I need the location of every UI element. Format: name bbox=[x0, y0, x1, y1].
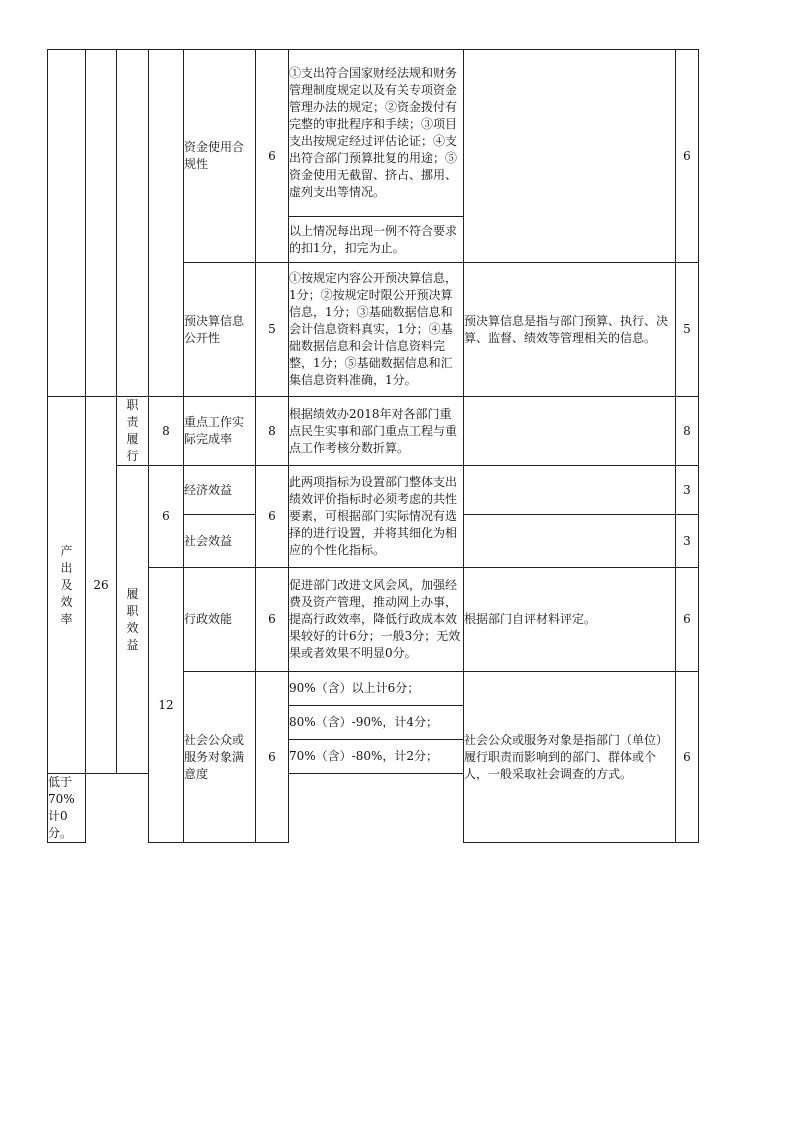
score-social: 3 bbox=[676, 515, 699, 568]
note-admin: 根据部门自评材料评定。 bbox=[464, 568, 676, 672]
weight-key-work: 8 bbox=[256, 397, 289, 466]
category-weight-output: 26 bbox=[86, 397, 117, 774]
evaluation-table bbox=[47, 49, 699, 843]
score-key-work: 8 bbox=[676, 397, 699, 466]
continued-weight-cell bbox=[86, 50, 117, 397]
standard-admin: 促进部门改进文风会风，加强经费及资产管理，推动网上办事，提高行政效率，降低行政成本效果较好的计6分；一般3分；无效果或者效果不明显0分。 bbox=[289, 568, 464, 672]
criterion-satisfaction: 社会公众或服务对象满意度 bbox=[184, 672, 256, 843]
standard-fund-use: ①支出符合国家财经法规和财务管理制度规定以及有关专项资金管理办法的规定；②资金拨付有完整的审批程序和手续；③项目支出按规定经过评估论证；④支出符合部门预算批复的用途；⑤资金使用无截留、挤占、挪用、虚列支出等情况。 bbox=[289, 50, 464, 217]
standard-key-work: 根据绩效办2018年对各部门重点民生实事和部门重点工程与重点工作考核分数折算。 bbox=[289, 397, 464, 466]
note-economic bbox=[464, 466, 676, 515]
note-social bbox=[464, 515, 676, 568]
score-satisfaction: 6 bbox=[676, 672, 699, 843]
table-row bbox=[48, 50, 699, 217]
satisfaction-level: 低于70%计0分。 bbox=[48, 774, 86, 843]
score-economic: 3 bbox=[676, 466, 699, 515]
score-budget-disclosure: 5 bbox=[676, 263, 699, 397]
continued-category-cell bbox=[48, 50, 86, 397]
standard-shared: 此两项指标为设置部门整体支出绩效评价指标时必须考虑的共性要素，可根据部门实际情况有选择的进行设置，并将其细化为相应的个性化指标。 bbox=[289, 466, 464, 568]
weight-fund-use: 6 bbox=[256, 50, 289, 263]
table-row bbox=[48, 397, 699, 466]
criterion-key-work: 重点工作实际完成率 bbox=[184, 397, 256, 466]
criterion-social: 社会效益 bbox=[184, 515, 256, 568]
note-budget-disclosure: 预决算信息是指与部门预算、执行、决算、监督、绩效等管理相关的信息。 bbox=[464, 263, 676, 397]
table-row bbox=[48, 466, 699, 515]
weight-shared: 6 bbox=[256, 466, 289, 568]
standard-budget-disclosure: ①按规定内容公开预决算信息，1分；②按规定时限公开预决算信息，1分；③基础数据信息和会计信息资料真实，1分；④基础数据信息和会计信息资料完整，1分；⑤基础数据信息和汇集信息资料准确，1分。 bbox=[289, 263, 464, 397]
category-output: 产出及效率 bbox=[48, 397, 86, 774]
deduction-fund-use: 以上情况每出现一例不符合要求的扣1分，扣完为止。 bbox=[289, 217, 464, 263]
sub-weight-benefit-2: 12 bbox=[149, 568, 184, 843]
note-fund-use bbox=[464, 50, 676, 263]
score-fund-use: 6 bbox=[676, 50, 699, 263]
sub-weight-benefit-1: 6 bbox=[149, 466, 184, 568]
criterion-budget-disclosure: 预决算信息公开性 bbox=[184, 263, 256, 397]
sub-duty: 职责履行 bbox=[117, 397, 149, 466]
continued-sub-weight-cell bbox=[149, 50, 184, 397]
note-key-work bbox=[464, 397, 676, 466]
satisfaction-level: 80%（含）-90%，计4分； bbox=[289, 706, 464, 740]
criterion-economic: 经济效益 bbox=[184, 466, 256, 515]
satisfaction-level: 70%（含）-80%，计2分； bbox=[289, 740, 464, 774]
weight-satisfaction: 6 bbox=[256, 672, 289, 843]
continued-sub-cell bbox=[117, 50, 149, 397]
criterion-fund-use: 资金使用合规性 bbox=[184, 50, 256, 263]
weight-admin: 6 bbox=[256, 568, 289, 672]
sub-benefit: 履职效益 bbox=[117, 466, 149, 774]
weight-budget-disclosure: 5 bbox=[256, 263, 289, 397]
note-satisfaction: 社会公众或服务对象是指部门（单位）履行职责而影响到的部门、群体或个人，一般采取社会调查的方式。 bbox=[464, 672, 676, 843]
sub-weight-duty: 8 bbox=[149, 397, 184, 466]
criterion-admin: 行政效能 bbox=[184, 568, 256, 672]
score-admin: 6 bbox=[676, 568, 699, 672]
satisfaction-level: 90%（含）以上计6分； bbox=[289, 672, 464, 706]
